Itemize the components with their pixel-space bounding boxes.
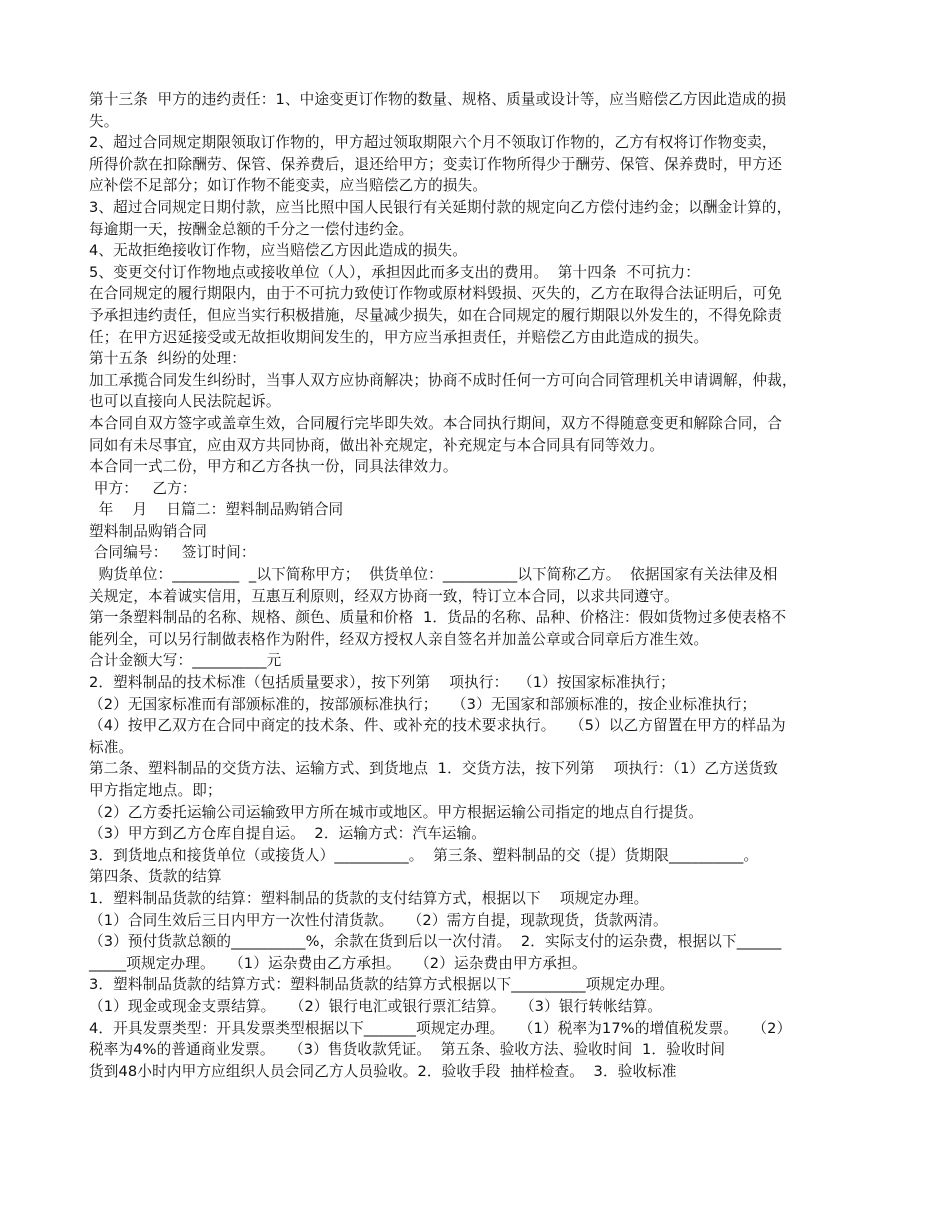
text-line: 第十三条 甲方的违约责任：1、中途变更订作物的数量、规格、质量或设计等，应当赔偿乙方因此造成的损 xyxy=(89,91,787,108)
text-line: 第四条、货款的结算 xyxy=(89,868,222,886)
text-line: （4）按甲乙双方在合同中商定的技术条、件、或补充的技术要求执行。 （5）以乙方留置在甲方的样品为 xyxy=(89,717,786,735)
text-line: （2）乙方委托运输公司运输致甲方所在城市或地区。甲方根据运输公司指定的地点自行提货。 xyxy=(89,803,703,821)
text-line: 加工承揽合同发生纠纷时，当事人双方应协商解决；协商不成时任何一方可向合同管理机关申请调解，仲裁， xyxy=(89,371,797,389)
text-line: 失。 xyxy=(89,112,119,130)
text-line: 本合同自双方签字或盖章生效，合同履行完毕即失效。本合同执行期间，双方不得随意变更和解除合同，合 xyxy=(89,414,782,432)
text-line: 1．塑料制品货款的结算：塑料制品的货款的支付结算方式，根据以下 项规定办理。 xyxy=(89,889,649,907)
text-line: 4、无故拒绝接收订作物，应当赔偿乙方因此造成的损失。 xyxy=(89,242,468,260)
text-line: 本合同一式二份，甲方和乙方各执一份，同具法律效力。 xyxy=(89,458,458,476)
text-line: 所得价款在扣除酬劳、保管、保养费后，退还给甲方；变卖订作物所得少于酬劳、保管、保养费时，甲方还 xyxy=(89,155,782,173)
text-line: 合同编号： 签订时间： xyxy=(89,544,256,562)
text-line: 购货单位：_________ _以下简称甲方； 供货单位：__________以下简称乙方。 依据国家有关法律及相 xyxy=(89,566,778,584)
text-line: 2、超过合同规定期限领取订作物的，甲方超过领取期限六个月不领取订作物的，乙方有权将订作物变卖， xyxy=(89,134,777,152)
text-line: 在合同规定的履行期限内，由于不可抗力致使订作物或原材料毁损、灭失的，乙方在取得合法证明后，可免 xyxy=(89,285,782,303)
text-line: （1）合同生效后三日内甲方一次性付清货款。 （2）需方自提，现款现货，货款两清。 xyxy=(89,911,668,929)
text-line: 任；在甲方迟延接受或无故拒收期间发生的，甲方应当承担责任，并赔偿乙方由此造成的损失。 xyxy=(89,328,709,346)
text-line: 应补偿不足部分；如订作物不能变卖，应当赔偿乙方的损失。 xyxy=(89,177,488,195)
text-line: 关规定，本着诚实信用，互惠互利原则，经双方协商一致，特订立本合同，以求共同遵守。 xyxy=(89,587,679,605)
text-line: （2）无国家标准而有部颁标准的，按部颁标准执行； （3）无国家和部颁标准的，按企业标准执行； xyxy=(89,695,757,713)
text-line: _____项规定办理。 （1）运杂费由乙方承担。 （2）运杂费由甲方承担。 xyxy=(89,954,587,972)
text-line: 也可以直接向人民法院起诉。 xyxy=(89,393,281,411)
text-line: 甲方指定地点。即； xyxy=(89,782,222,799)
text-line: （3）预付货款总额的__________%，余款在货到后以一次付清。 2．实际支付的运杂费，根据以下______ xyxy=(89,933,782,951)
text-line: （1）现金或现金支票结算。 （2）银行电汇或银行票汇结算。 （3）银行转帐结算。 xyxy=(89,997,663,1015)
text-line: 第十五条 纠纷的处理： xyxy=(89,350,247,368)
text-line: 3．到货地点和接货单位（或接货人）__________。 第三条、塑料制品的交（提）货期限__________。 xyxy=(89,846,759,864)
text-line: 税率为4%的普通商业发票。 （3）售货收款凭证。 第五条、验收方法、验收时间 1．验收时间 xyxy=(89,1041,726,1059)
document-page xyxy=(89,89,861,1082)
text-line: 同如有未尽事宜，应由双方共同协商，做出补充规定，补充规定与本合同具有同等效力。 xyxy=(89,436,665,454)
text-line: 每逾期一天，按酬金总额的千分之一偿付违约金。 xyxy=(89,220,414,238)
text-line: 第一条塑料制品的名称、规格、颜色、质量和价格 1．货品的名称、品种、价格注：假如货物过多使表格不 xyxy=(89,609,787,627)
text-line: 合计金额大写：__________元 xyxy=(89,652,282,670)
text-line: 2．塑料制品的技术标准（包括质量要求），按下列第 项执行： （1）按国家标准执行； xyxy=(89,674,675,692)
text-line: 3．塑料制品货款的结算方式：塑料制品货款的结算方式根据以下__________项规定办理。 xyxy=(89,976,675,994)
text-line: 第二条、塑料制品的交货方法、运输方式、到货地点 1．交货方法，按下列第 项执行：（1）乙方送货致 xyxy=(89,760,779,778)
text-line: 予承担违约责任，但应当实行积极措施，尽量减少损失，如在合同规定的履行期限以外发生的，不得免除责 xyxy=(89,306,782,324)
text-line: （3）甲方到乙方仓库自提自运。 2．运输方式：汽车运输。 xyxy=(89,825,487,843)
text-line: 标准。 xyxy=(89,738,134,756)
text-line: 能列全，可以另行制做表格作为附件，经双方授权人亲自签名并加盖公章或合同章后方准生效。 xyxy=(89,630,709,648)
text-line: 3、超过合同规定日期付款，应当比照中国人民银行有关延期付款的规定向乙方偿付违约金；以酬金计算的， xyxy=(89,198,792,216)
section-title: 塑料制品购销合同 xyxy=(89,522,207,540)
text-line: 4．开具发票类型：开具发票类型根据以下_______项规定办理。 （1）税率为17%的增值税发票。 （2） xyxy=(89,1019,792,1037)
text-line: 货到48小时内甲方应组织人员会同乙方人员验收。2．验收手段 抽样检查。 3．验收标准 xyxy=(89,1062,677,1080)
signature-line: 甲方： 乙方： xyxy=(89,479,197,497)
text-line: 5、变更交付订作物地点或接收单位（人），承担因此而多支出的费用。 第十四条 不可抗力： xyxy=(89,263,701,281)
date-line: 年 月 日篇二：塑料制品购销合同 xyxy=(89,501,344,519)
